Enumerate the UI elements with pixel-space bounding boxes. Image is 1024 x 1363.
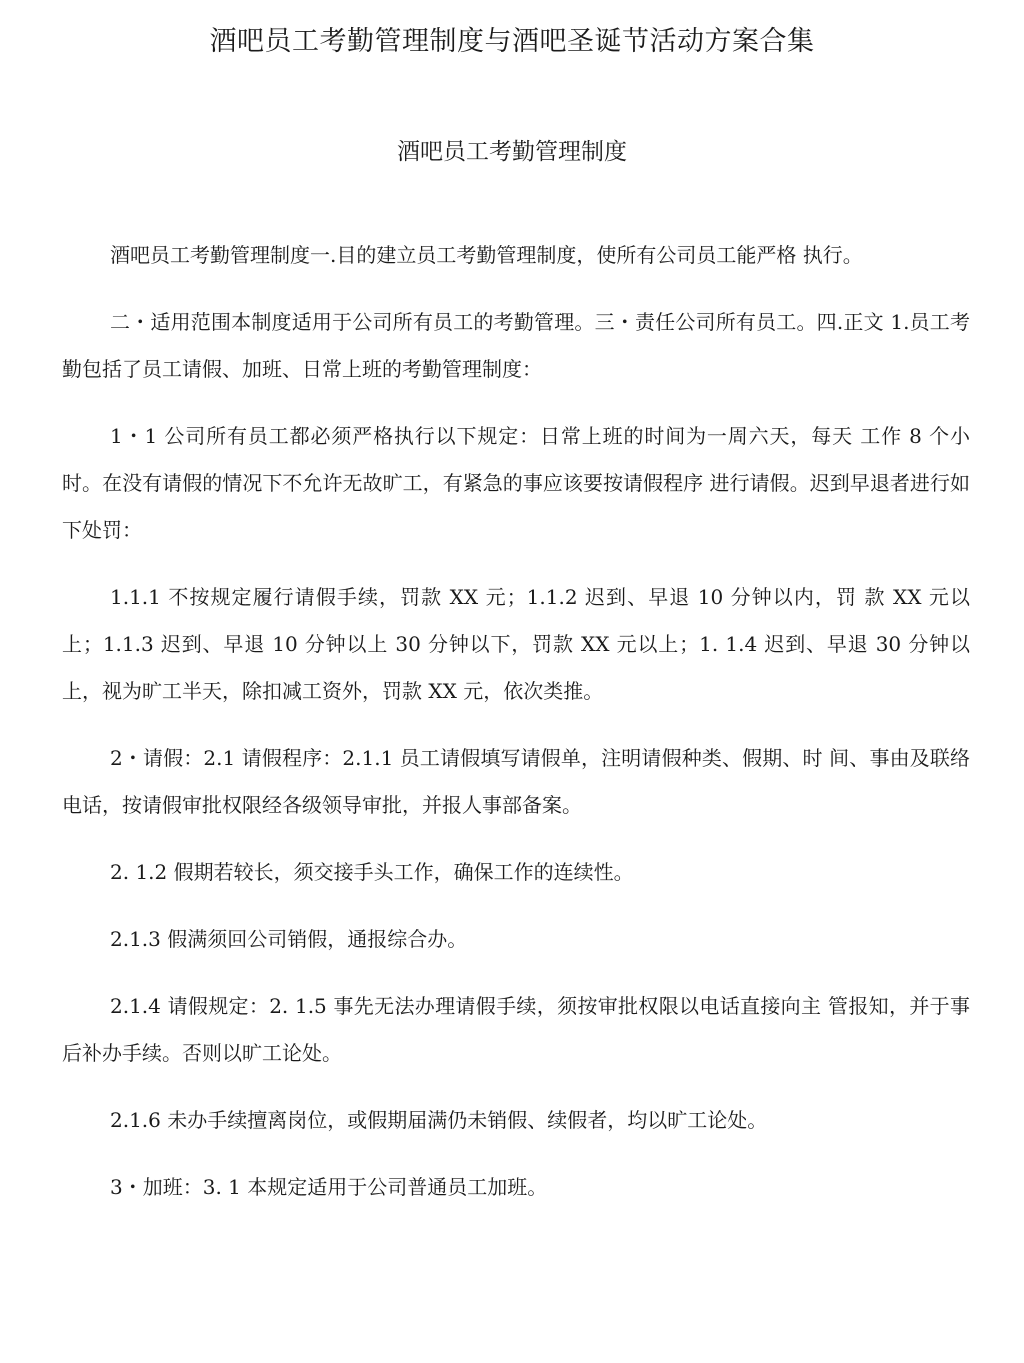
section-title: 酒吧员工考勤管理制度 [397, 139, 627, 165]
paragraph-scope: 二・适用范围本制度适用于公司所有员工的考勤管理。三・责任公司所有员工。四.正文 1.员工考勤包括了员工请假、加班、日常上班的考勤管理制度： [62, 310, 970, 381]
paragraph-absence: 2.1.6 未办手续擅离岗位，或假期届满仍未销假、续假者，均以旷工论处。 [110, 1108, 768, 1132]
paragraph-purpose: 酒吧员工考勤管理制度一.目的建立员工考勤管理制度，使所有公司员工能严格 执行。 [110, 243, 863, 267]
paragraph-leave-return: 2.1.3 假满须回公司销假，通报综合办。 [110, 927, 468, 951]
paragraph-leave-procedure: 2・请假：2.1 请假程序：2.1.1 员工请假填写请假单，注明请假种类、假期、时 间、事由及联络电话，按请假审批权限经各级领导审批，并报人事部备案。 [62, 746, 970, 817]
paragraph-work-hours: 1・1 公司所有员工都必须严格执行以下规定：日常上班的时间为一周六天，每天 工作 8 个小时。在没有请假的情况下不允许无故旷工，有紧急的事应该要按请假程序 进行请假。迟到早退者进行如下处罚： [62, 424, 970, 542]
document-body [62, 232, 970, 1211]
paragraph-overtime: 3・加班：3. 1 本规定适用于公司普通员工加班。 [110, 1175, 548, 1199]
paragraph-leave-rules: 2.1.4 请假规定：2. 1.5 事先无法办理请假手续，须按审批权限以电话直接向主 管报知，并于事后补办手续。否则以旷工论处。 [62, 994, 970, 1065]
document-title: 酒吧员工考勤管理制度与酒吧圣诞节活动方案合集 [209, 26, 815, 57]
paragraph-leave-handover: 2. 1.2 假期若较长，须交接手头工作，确保工作的连续性。 [110, 860, 634, 884]
paragraph-penalties: 1.1.1 不按规定履行请假手续，罚款 XX 元；1.1.2 迟到、早退 10 分钟以内，罚 款 XX 元以上；1.1.3 迟到、早退 10 分钟以上 30 分钟以下，罚款 XX 元以上；1. 1.4 迟到、早退 30 分钟以上，视为旷工半天，除扣减工资外，罚款 XX 元，依次类推。 [62, 585, 970, 703]
